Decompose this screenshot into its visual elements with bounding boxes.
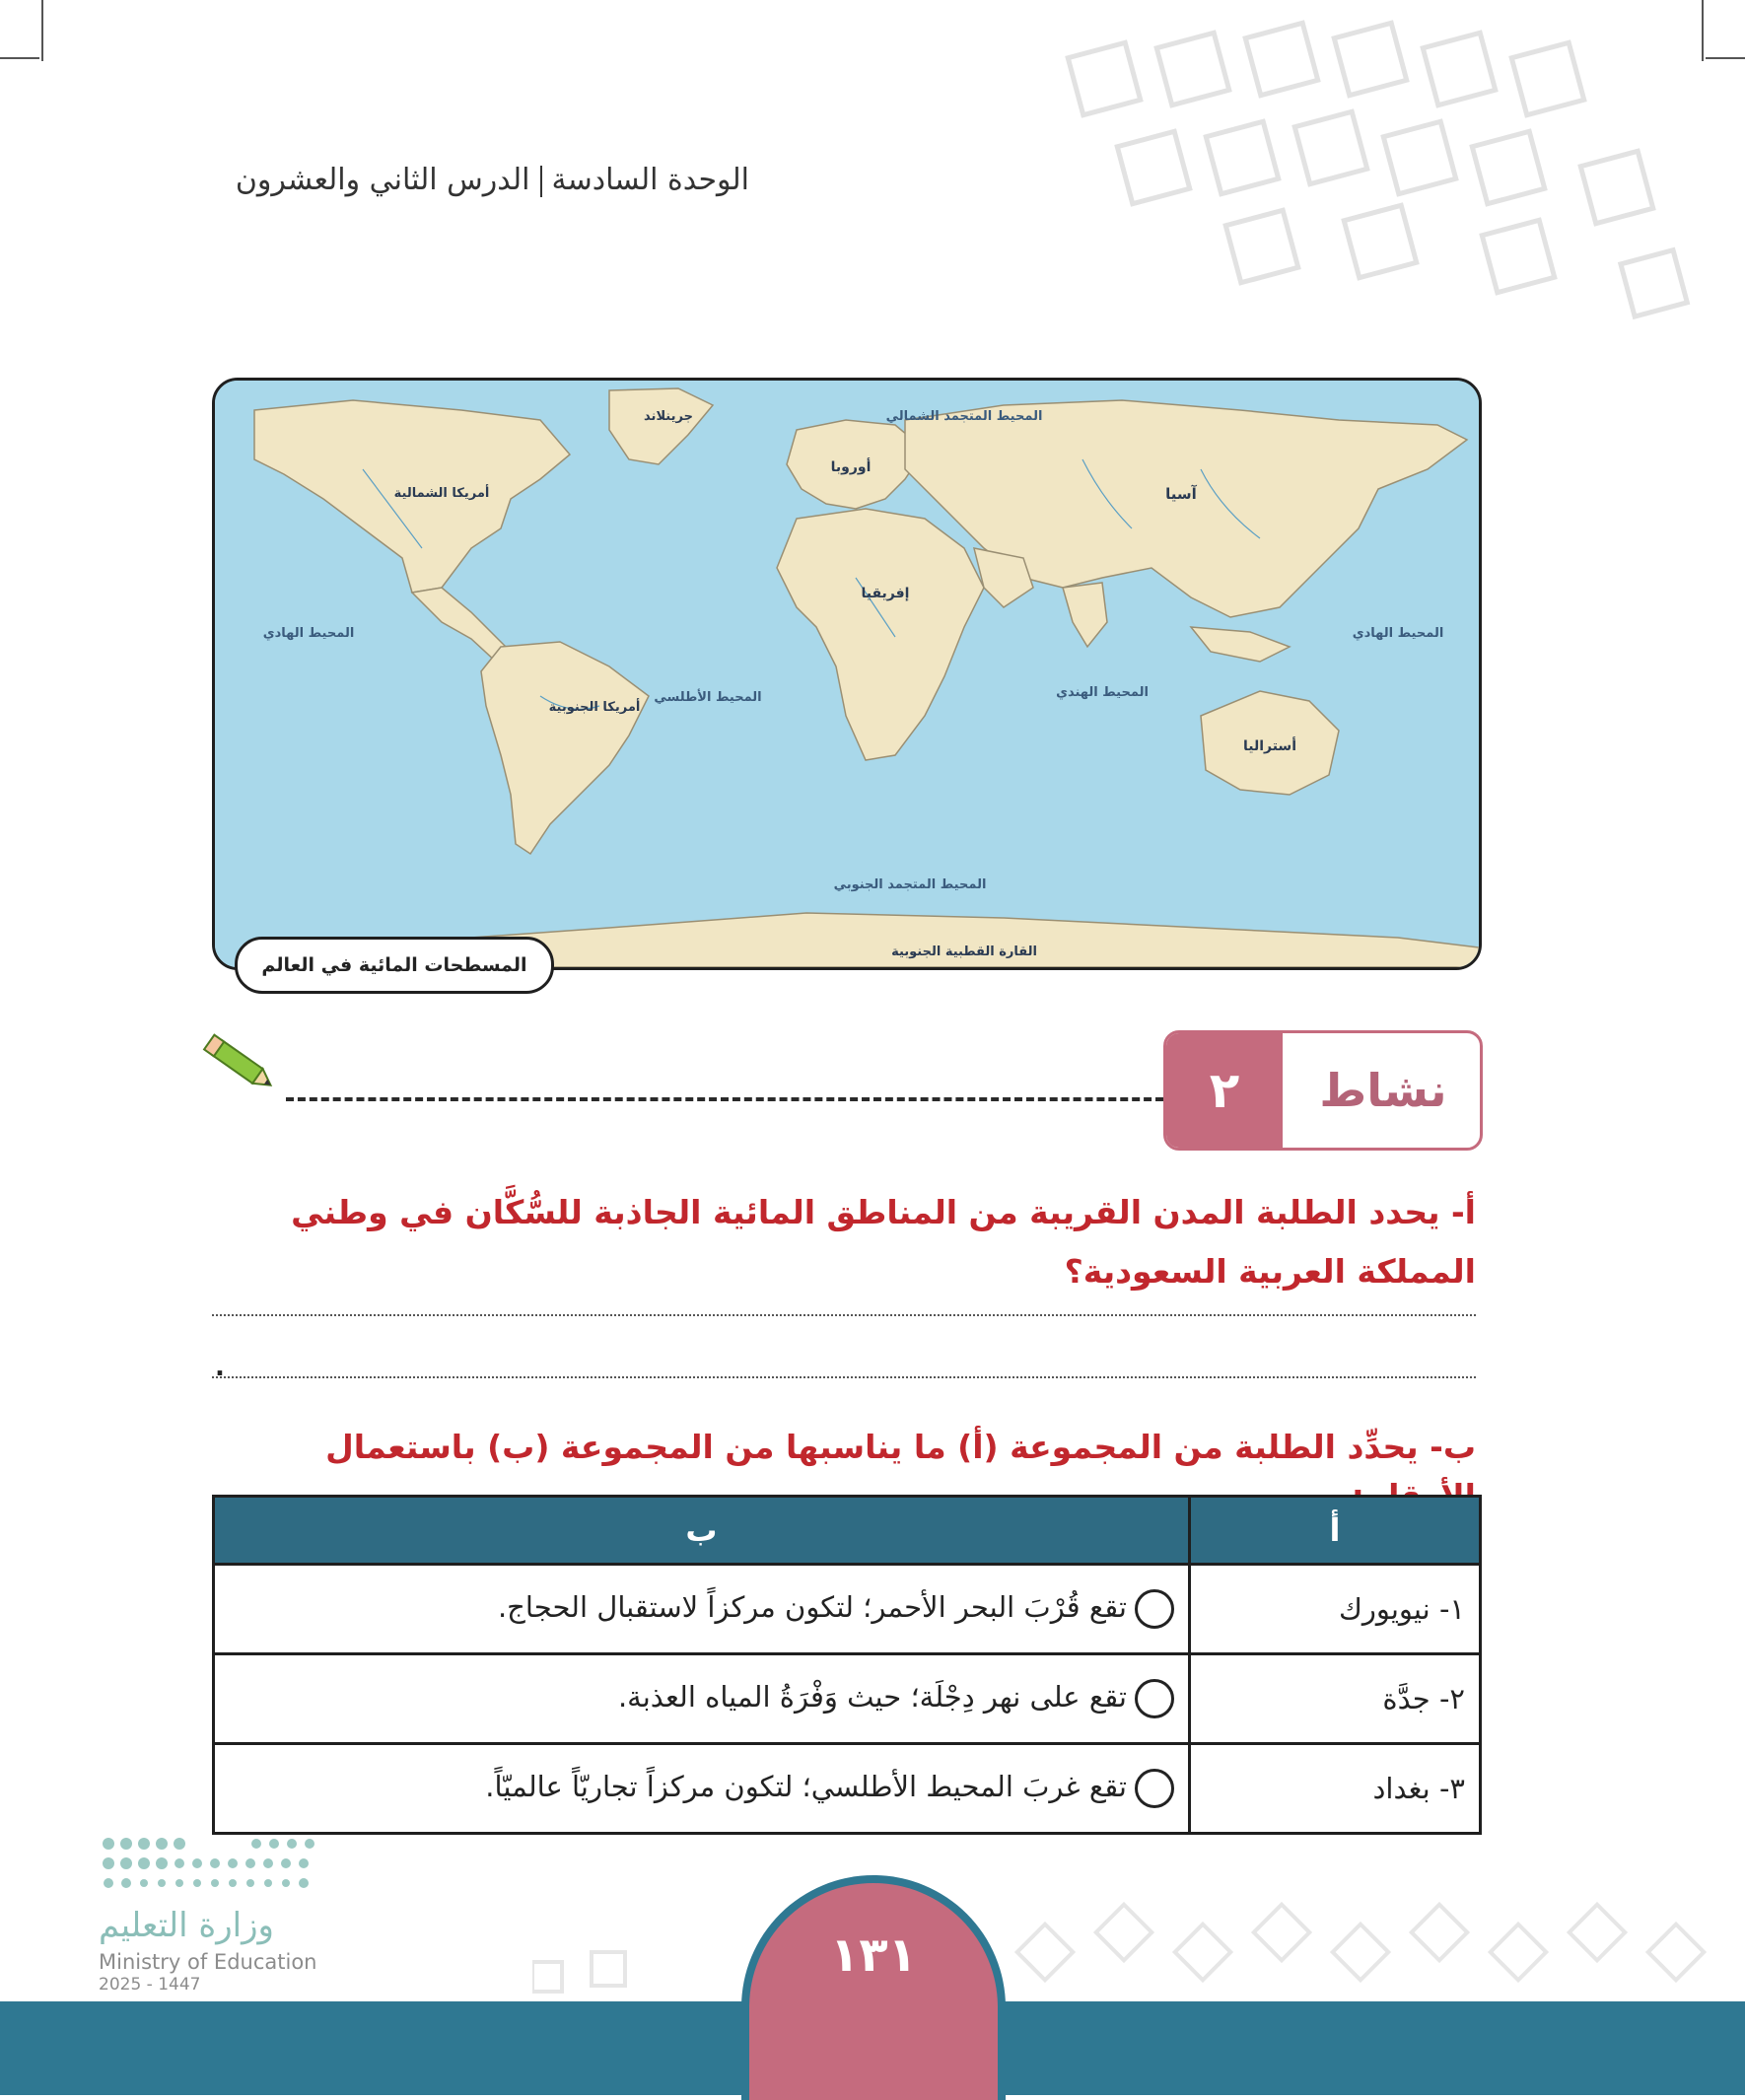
description-text: تقع قُرْبَ البحر الأحمر؛ لتكون مركزاً لاستقبال الحجاج. bbox=[497, 1590, 1127, 1624]
activity-badge bbox=[1163, 1030, 1483, 1151]
label-southern-ocean: المحيط المتجمد الجنوبي bbox=[833, 877, 987, 892]
decorative-pattern-bottom bbox=[532, 1873, 1745, 2001]
label-indian-ocean: المحيط الهندي bbox=[1056, 685, 1149, 700]
ministry-name-ar: وزارة التعليم bbox=[99, 1906, 274, 1945]
lesson-title: الدرس الثاني والعشرون bbox=[235, 163, 530, 197]
world-map bbox=[212, 378, 1482, 970]
column-header-a: أ bbox=[1190, 1497, 1481, 1565]
answer-circle[interactable] bbox=[1135, 1679, 1174, 1718]
answer-line[interactable] bbox=[212, 1314, 1476, 1316]
page-number: ١٣١ bbox=[830, 1927, 917, 1983]
description-cell bbox=[214, 1565, 1190, 1654]
answer-end-mark: . bbox=[215, 1353, 225, 1382]
column-header-b: ب bbox=[214, 1497, 1190, 1565]
activity-label: نشاط bbox=[1319, 1064, 1447, 1117]
dashed-divider bbox=[286, 1097, 1163, 1101]
table-row bbox=[214, 1565, 1481, 1654]
table-row bbox=[214, 1744, 1481, 1834]
city-cell: ٢- جدَّة bbox=[1190, 1654, 1481, 1744]
label-greenland: جرينلاند bbox=[644, 409, 693, 424]
unit-title: الوحدة السادسة bbox=[551, 163, 749, 197]
label-arctic-ocean: المحيط المتجمد الشمالي bbox=[885, 409, 1043, 424]
answer-circle[interactable] bbox=[1135, 1589, 1174, 1629]
label-pacific-ocean-west: المحيط الهادي bbox=[262, 626, 355, 641]
answer-circle[interactable] bbox=[1135, 1769, 1174, 1808]
label-australia: أستراليا bbox=[1242, 738, 1297, 754]
pencil-icon bbox=[202, 1030, 281, 1099]
description-text: تقع على نهر دِجْلَة؛ حيث وَفْرَةُ المياه العذبة. bbox=[617, 1680, 1127, 1714]
map-caption: المسطحات المائية في العالم bbox=[235, 937, 554, 994]
ministry-year: 2025 - 1447 bbox=[99, 1975, 201, 1995]
decorative-pattern bbox=[1035, 10, 1745, 335]
question-b: ب- يحدِّد الطلبة من المجموعة (أ) ما يناسبها من المجموعة (ب) باستعمال bbox=[325, 1428, 1476, 1466]
city-cell: ١- نيويورك bbox=[1190, 1565, 1481, 1654]
header-divider bbox=[540, 166, 542, 197]
table-row bbox=[214, 1654, 1481, 1744]
ministry-name-en: Ministry of Education bbox=[99, 1950, 317, 1974]
city-cell: ٣- بغداد bbox=[1190, 1744, 1481, 1834]
crop-mark bbox=[0, 57, 39, 59]
matching-table bbox=[212, 1495, 1482, 1835]
question-a: أ- يحدد الطلبة المدن القريبة من المناطق المائية الجاذبة للسُّكَّان في وطني المملكة العربية السعودية؟ bbox=[291, 1193, 1476, 1291]
table-header-row bbox=[214, 1497, 1481, 1565]
description-cell bbox=[214, 1654, 1190, 1744]
answer-line[interactable] bbox=[212, 1376, 1476, 1378]
label-antarctica: القارة القطبية الجنوبية bbox=[891, 945, 1037, 959]
label-asia: آسيا bbox=[1165, 485, 1197, 503]
crop-mark bbox=[41, 0, 43, 61]
ministry-logo-dots bbox=[99, 1834, 315, 1903]
page-header bbox=[187, 163, 749, 222]
description-cell bbox=[214, 1744, 1190, 1834]
label-north-america: أمريكا الشمالية bbox=[393, 486, 490, 501]
label-south-america: أمريكا الجنوبية bbox=[548, 700, 641, 715]
label-europe: أوروبا bbox=[830, 459, 872, 475]
label-africa: إفريقيا bbox=[861, 586, 910, 601]
description-text: تقع غربَ المحيط الأطلسي؛ لتكون مركزاً تجاريّاً عالميّاً. bbox=[485, 1770, 1127, 1803]
label-atlantic-ocean: المحيط الأطلسي bbox=[654, 690, 762, 705]
activity-number: ٢ bbox=[1166, 1033, 1283, 1148]
label-pacific-ocean-east: المحيط الهادي bbox=[1352, 626, 1444, 641]
